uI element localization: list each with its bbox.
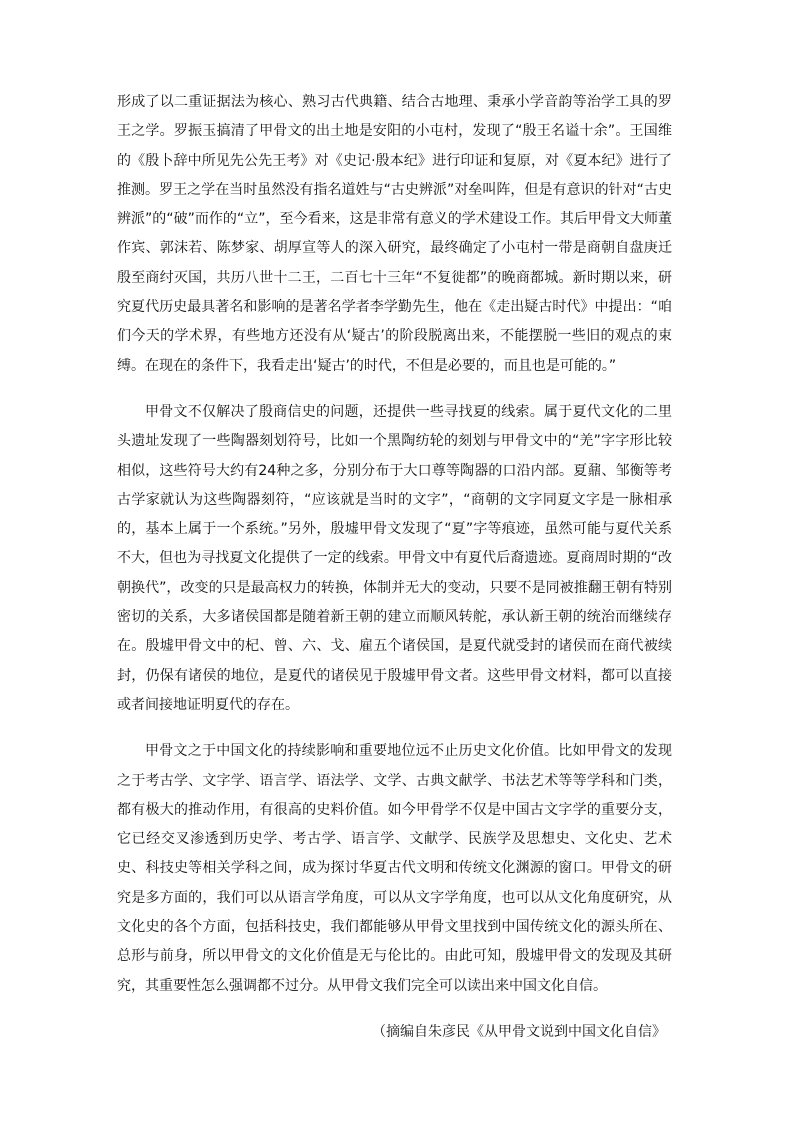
paragraph-3: 甲骨文之于中国文化的持续影响和重要地位远不止历史文化价值。比如甲骨文的发现之于考古学、文字学、语言学、语法学、文学、古典文献学、书法艺术等等学科和门类，都有极大的推动作用，有很高的史料价值。如今甲骨学不仅是中国古文字学的重要分支，它已经交叉渗透到历史学、考古学、语言学、文献学、民族学及思想史、文化史、艺术史、科技史等相关学科之间，成为探讨华夏古代文明和传统文化渊源的窗口。甲骨文的研究是多方面的，我们可以从语言学角度，可以从文字学角度，也可以从文化角度研究，从文化史的各个方面，包括科技史，我们都能够从甲骨文里找到中国传统文化的源头所在、总形与前身，所以甲骨文的文化价值是无与伦比的。由此可知，殷墟甲骨文的发现及其研究，其重要性怎么强调都不过分。从甲骨文我们完全可以读出来中国文化自信。 (117, 743, 672, 994)
paragraph-gap (117, 381, 672, 398)
paragraph-2: 甲骨文不仅解决了殷商信史的问题，还提供一些寻找夏的线索。属于夏代文化的二里头遗址发现了一些陶器刻划符号，比如一个黑陶纺轮的刻划与甲骨文中的“羌”字字形比较相似，这些符号大约有24种之多，分别分布于大口尊等陶器的口沿内部。夏鼐、邹衡等考古学家就认为这些陶器刻符，“应该就是当时的文字”，“商朝的文字同夏文字是一脉相承的，基本上属于一个系统。”另外，殷墟甲骨文发现了“夏”字等痕迹，虽然可能与夏代关系不大，但也为寻找夏文化提供了一定的线索。甲骨文中有夏代后裔遗迹。夏商周时期的“改朝换代”，改变的只是最高权力的转换，体制并无大的变动，只要不是同被推翻王朝有特别密切的关系，大多诸侯国都是随着新王朝的建立而顺风转舵，承认新王朝的统治而继续存在。殷墟甲骨文中的杞、曾、六、戈、雇五个诸侯国，是夏代就受封的诸侯而在商代被续封，仍保有诸侯的地位，是夏代的诸侯见于殷墟甲骨文者。这些甲骨文材料，都可以直接或者间接地证明夏代的存在。 (117, 403, 672, 713)
paragraph-1: 形成了以二重证据法为核心、熟习古代典籍、结合古地理、秉承小学音韵等治学工具的罗王之学。罗振玉搞清了甲骨文的出土地是安阳的小屯村，发现了“殷王名谥十余”。王国维的《殷卜辞中所见先公先王考》对《史记·殷本纪》进行印证和复原，对《夏本纪》进行了推测。罗王之学在当时虽然没有指名道姓与“古史辨派”对垒叫阵，但是有意识的针对“古史辨派”的“破”而作的“立”，至今看来，这是非常有意义的学术建设工作。其后甲骨文大师董作宾、郭沫若、陈梦家、胡厚宣等人的深入研究，最终确定了小屯村一带是商朝自盘庚迁殷至商纣灭国，共历八世十二王，二百七十三年“不复徙都”的晚商都城。新时期以来，研究夏代历史最具著名和影响的是著名学者李学勤先生，他在《走出疑古时代》中提出：“咱们今天的学术界，有些地方还没有从‘疑古’的阶段脱离出来，不能摆脱一些旧的观点的束缚。在现在的条件下，我看走出‘疑古’的时代，不但是必要的，而且也是可能的。” (117, 94, 672, 374)
paragraph-gap (117, 1001, 672, 1018)
source-citation: （摘编自朱彦民《从甲骨文说到中国文化自信》 (372, 1023, 666, 1040)
paragraph-gap (117, 720, 672, 737)
article-body (117, 88, 672, 1047)
